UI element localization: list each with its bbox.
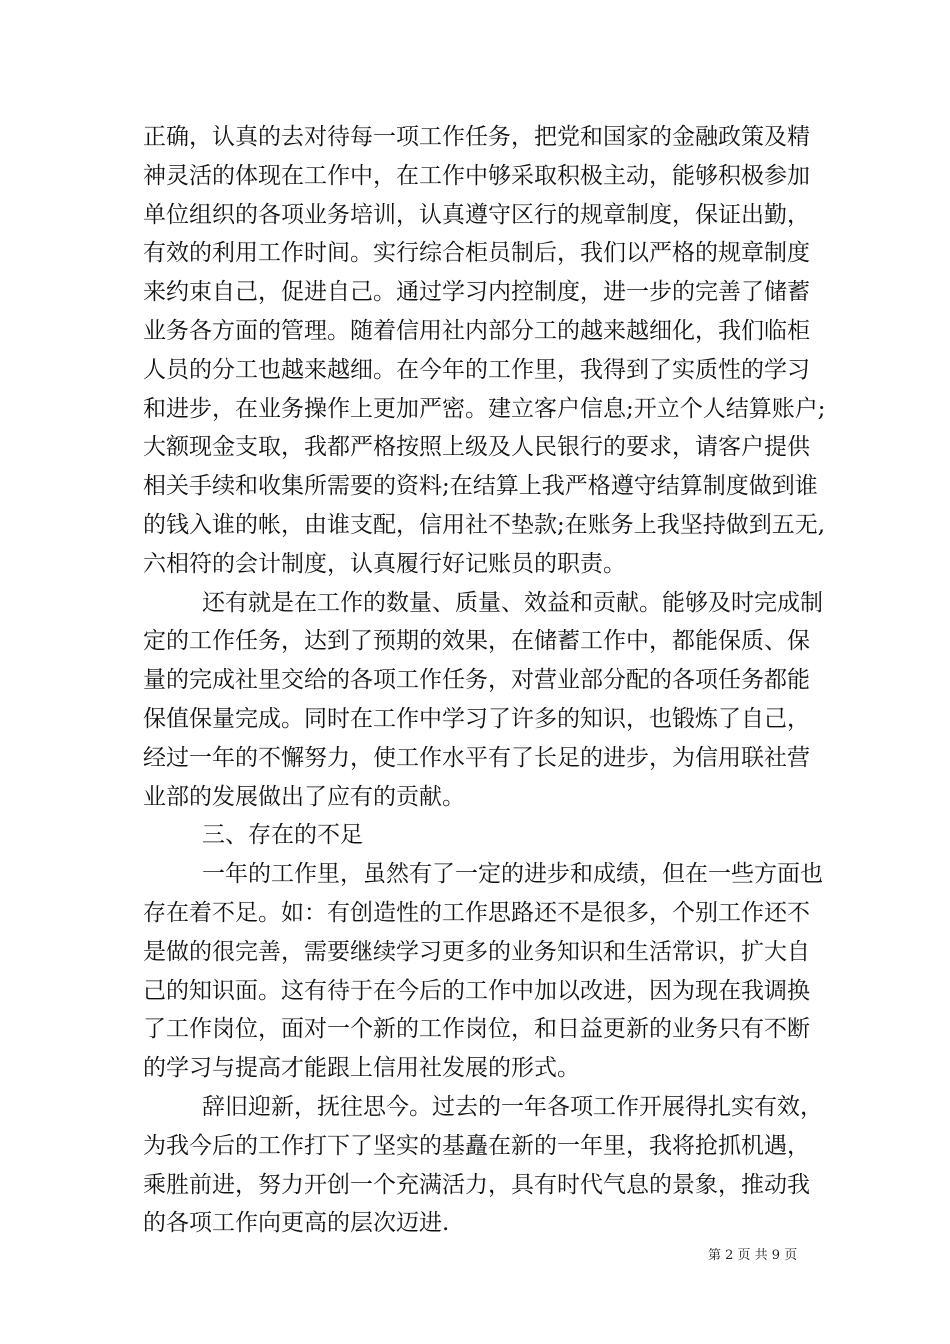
paragraph-first-line: 辞旧迎新，抚往思今。过去的一年各项工作开展得扎实有效， — [202, 1093, 823, 1120]
text-line: 的各项工作向更高的层次迈进. — [143, 1210, 450, 1237]
text-line: 有效的利用工作时间。实行综合柜员制后，我们以严格的规章制度 — [143, 240, 810, 267]
text-line: 定的工作任务，达到了预期的效果，在储蓄工作中，都能保质、保 — [143, 628, 810, 655]
text-line: 了工作岗位，面对一个新的工作岗位，和日益更新的业务只有不断 — [143, 1016, 810, 1043]
text-line: 正确，认真的去对待每一项工作任务，把党和国家的金融政策及精 — [143, 124, 810, 150]
text-line: 乘胜前进，努力开创一个充满活力，具有时代气息的景象，推动我 — [143, 1171, 810, 1198]
text-line: 和进步，在业务操作上更加严密。建立客户信息;开立个人结算账户; — [143, 395, 826, 422]
text-line: 大额现金支取，我都严格按照上级及人民银行的要求，请客户提供 — [143, 434, 810, 461]
text-line: 来约束自己，促进自己。通过学习内控制度，进一步的完善了储蓄 — [143, 279, 810, 306]
text-line: 己的知识面。这有待于在今后的工作中加以改进，因为现在我调换 — [143, 977, 810, 1004]
text-line: 经过一年的不懈努力，使工作水平有了长足的进步，为信用联社营 — [143, 744, 810, 771]
text-line: 相关手续和收集所需要的资料;在结算上我严格遵守结算制度做到谁 — [143, 473, 818, 500]
paragraph-first-line: 一年的工作里，虽然有了一定的进步和成绩，但在一些方面也 — [202, 861, 823, 888]
text-line: 人员的分工也越来越细。在今年的工作里，我得到了实质性的学习 — [143, 356, 810, 383]
text-line: 存在着不足。如：有创造性的工作思路还不是很多，个别工作还不 — [143, 899, 810, 926]
text-line: 单位组织的各项业务培训，认真遵守区行的规章制度，保证出勤， — [143, 201, 810, 228]
text-line: 为我今后的工作打下了坚实的基矗在新的一年里，我将抢抓机遇， — [143, 1132, 810, 1159]
text-line: 六相符的会计制度，认真履行好记账员的职责。 — [143, 550, 626, 577]
paragraph-first-line: 还有就是在工作的数量、质量、效益和贡献。能够及时完成制 — [202, 589, 823, 616]
text-line: 的学习与提高才能跟上信用社发展的形式。 — [143, 1055, 580, 1082]
body-text — [143, 118, 826, 1243]
text-line: 保值保量完成。同时在工作中学习了许多的知识，也锻炼了自己， — [143, 705, 810, 732]
section-heading: 三、存在的不足 — [202, 822, 363, 849]
text-line: 业部的发展做出了应有的贡献。 — [143, 783, 465, 810]
text-line: 量的完成社里交给的各项工作任务，对营业部分配的各项任务都能 — [143, 667, 810, 694]
page-number: 第 2 页 共 9 页 — [708, 1248, 798, 1263]
text-line: 业务各方面的管理。随着信用社内部分工的越来越细化，我们临柜 — [143, 317, 810, 344]
text-line: 是做的很完善，需要继续学习更多的业务知识和生活常识，扩大自 — [143, 938, 810, 965]
text-line: 的钱入谁的帐，由谁支配，信用社不垫款;在账务上我坚持做到五无, — [143, 511, 826, 538]
text-line: 神灵活的体现在工作中，在工作中够采取积极主动，能够积极参加 — [143, 162, 810, 189]
